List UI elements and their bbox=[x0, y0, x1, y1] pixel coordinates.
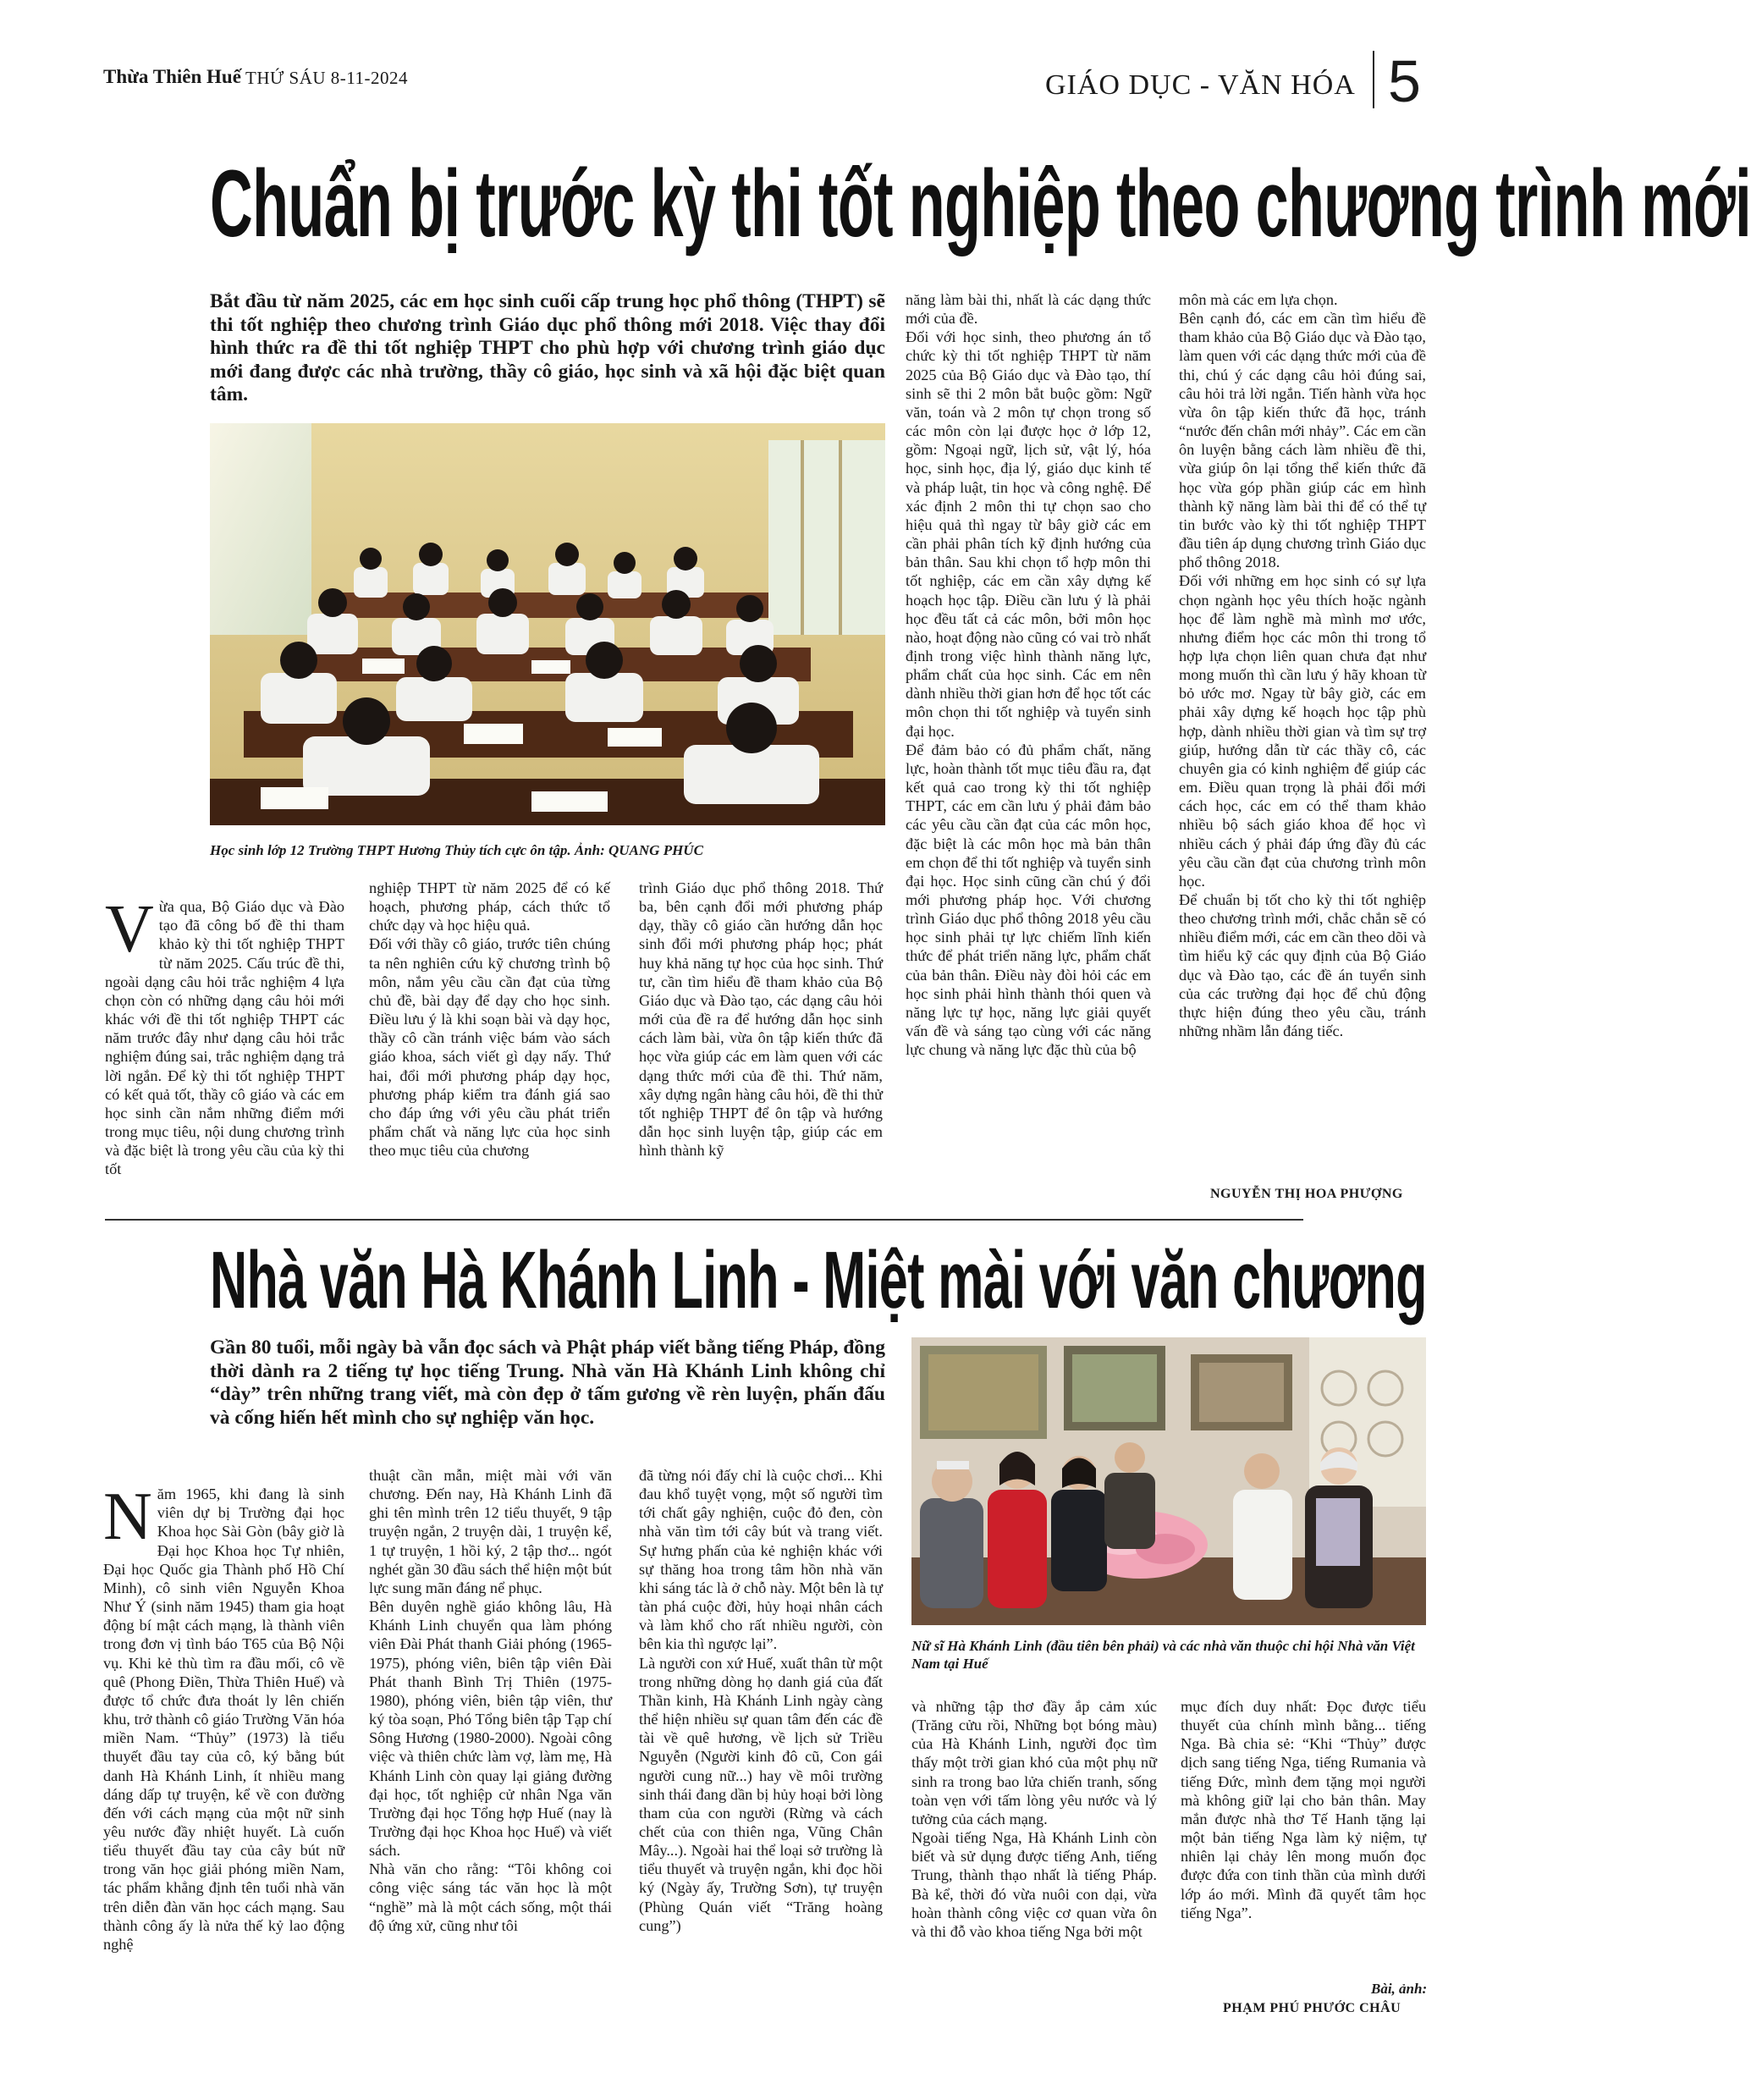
newspaper-name: Thừa Thiên Huế bbox=[103, 66, 241, 87]
article2-dropcap: N bbox=[103, 1480, 152, 1555]
article2-lead: Gần 80 tuổi, mỗi ngày bà vẫn đọc sách và Phật pháp viết bằng tiếng Pháp, đồng thời dành ra 2 tiếng tự học tiếng Trung. Nhà văn Hà Khánh Linh không chỉ “dày” trên những trang viết, mà còn đẹp ở tấm gương về rèn luyện, phấn đấu và cống hiến hết mình cho sự nghiệp văn học. bbox=[210, 1337, 885, 1429]
article1-headline: Chuẩn bị trước kỳ thi tốt nghiệp theo chương trình mới bbox=[210, 151, 1751, 256]
article1-dropcap: V bbox=[105, 892, 154, 967]
article2-column-4: và những tập thơ đầy ắp cảm xúc (Trăng cửu rồi, Những bọt bóng màu) của Hà Khánh Linh, người đọc tìm thấy một trời gian khó của một phụ nữ sinh ra trong bao lửa chiến tranh, sống toàn vẹn với tấm lòng yêu nước và lý tưởng của cách mạng. Ngoài tiếng Nga, Hà Khánh Linh còn biết và sử dụng được tiếng Anh, tiếng Trung, thành thạo nhất là tiếng Pháp. Bà kể, thời đó vừa nuôi con dại, vừa hoàn thành công việc cơ quan vừa ôn và thi đỗ vào khoa tiếng Nga bởi một bbox=[911, 1698, 1157, 1940]
article2-photo-caption: Nữ sĩ Hà Khánh Linh (đầu tiên bên phải) và các nhà văn thuộc chi hội Nhà văn Việt Nam tại Huế bbox=[911, 1638, 1415, 1672]
article2-column-1 bbox=[103, 1466, 344, 2020]
article2-author: PHẠM PHÚ PHƯỚC CHÂU bbox=[1223, 2001, 1401, 2015]
article1-col1-text: ừa qua, Bộ Giáo dục và Đào tạo đã công bố đề thi tham khảo kỳ thi tốt nghiệp THPT từ năm 2025. Cấu trúc đề thi, ngoài dạng câu hỏi trắc nghiệm 4 lựa chọn còn có những dạng câu hỏi mới khác với đề thi tốt nghiệp THPT các năm trước đây như dạng câu hỏi trắc nghiệm đúng sai, trắc nghiệm dạng trả lời ngắn. Để kỳ thi tốt nghiệp THPT có kết quả tốt, thầy cô giáo và các em học sinh cần nắm những điểm mới trong mục tiêu, nội dung chương trình và đặc biệt là trong yêu cầu của kỳ thi tốt bbox=[105, 898, 344, 1178]
article2-col1-text: ăm 1965, khi đang là sinh viên dự bị Trường đại học Khoa học Sài Gòn (bây giờ là Đại học Khoa học Tự nhiên, Đại học Quốc gia Thành phố Hồ Chí Minh), cô sinh viên Nguyễn Khoa Như Ý (sinh năm 1945) tham gia hoạt động bí mật cách mạng, là thành viên trong đơn vị tình báo T65 của Bộ Nội vụ. Khi kẻ thù tìm ra đầu mối, cô về quê (Phong Điền, Thừa Thiên Huế) và được tổ chức đưa thoát ly lên chiến khu, trở thành cô giáo Trường Văn hóa miền Nam. “Thủy” (1973) là tiểu thuyết đầu tay của cô, ký bằng bút danh Hà Khánh Linh, ít nhiều mang dáng dấp tự truyện, kể về con đường đến với cách mạng của một nữ sinh yêu nước đầy nhiệt huyết. Là cuốn tiểu thuyết đầu tay của cây bút nữ trong văn học giải phóng miền Nam, tác phẩm khẳng định tên tuổi nhà văn trên diễn đàn văn học cách mạng. Sau thành công ấy là nửa thế kỷ lao động nghệ bbox=[103, 1485, 344, 1953]
section-title: GIÁO DỤC - VĂN HÓA bbox=[1045, 69, 1356, 101]
article2-headline: Nhà văn Hà Khánh Linh - Miệt mài với văn chương bbox=[210, 1235, 1427, 1326]
article-divider bbox=[105, 1219, 1303, 1221]
writers-group-photo bbox=[911, 1337, 1426, 1625]
article1-column-4: năng làm bài thi, nhất là các dạng thức mới của đề. Đối với học sinh, theo phương án tổ chức kỳ thi tốt nghiệp THPT từ năm 2025 của Bộ Giáo dục và Đào tạo, thí sinh sẽ thi 2 môn bắt buộc gồm: Ngữ văn, toán và 2 môn tự chọn trong số các môn còn lại được học ở lớp 12, gồm: Ngoại ngữ, lịch sử, vật lý, hóa học, sinh học, địa lý, giáo dục kinh tế và pháp luật, tin học và công nghệ. Để xác định 2 môn thi tự chọn sao cho hiệu quả thì ngay từ bây giờ các em cần phải phân tích kỹ định hướng của bản thân. Sau khi chọn tổ hợp môn thi tốt nghiệp, các em cần xây dựng kế hoạch học tập. Điều cần lưu ý là phải học đều tất cả các môn, bởi môn học nào, hoạt động nào cũng có vai trò nhất định trong việc hình thành năng lực, phẩm chất của học sinh. Các em nên dành nhiều thời gian hơn để học tốt các môn chọn thi tốt nghiệp và tuyển sinh đại học. Để đảm bảo có đủ phẩm chất, năng lực, hoàn thành tốt mục tiêu đầu ra, đạt kết quả cao trong kỳ thi tốt nghiệp THPT, các em cần lưu ý phải đảm bảo các yêu cầu cần đạt của các môn học, đặc biệt là các môn học mà bản thân em chọn để thi tốt nghiệp và tuyển sinh đại học. Học sinh cũng cần chú ý đổi mới phương pháp học. Với chương trình Giáo dục phổ thông 2018 yêu cầu học sinh phải tự lực chiếm lĩnh kiến thức để phát triển năng lực, phẩm chất của bản thân. Điều này đòi hỏi các em học sinh phải hình thành thói quen và năng lực tự học, năng lực giải quyết vấn đề và sáng tạo cùng với các năng lực chung và năng lực đặc thù của bộ bbox=[906, 291, 1151, 1059]
page-number: 5 bbox=[1388, 48, 1421, 114]
article2-author-prefix: Bài, ảnh: bbox=[1371, 1981, 1428, 1997]
article1-column-1 bbox=[105, 879, 344, 1200]
article1-photo-caption: Học sinh lớp 12 Trường THPT Hương Thủy tích cực ôn tập. Ảnh: QUANG PHÚC bbox=[210, 842, 703, 858]
classroom-photo bbox=[210, 423, 885, 825]
article1-author: NGUYỄN THỊ HOA PHƯỢNG bbox=[1210, 1187, 1403, 1201]
header-divider bbox=[1373, 51, 1374, 108]
article1-column-2: nghiệp THPT từ năm 2025 để có kế hoạch, phương pháp, cách thức tổ chức dạy và học hiệu quả. Đối với thầy cô giáo, trước tiên chúng ta nên nghiên cứu kỹ chương trình bộ môn, nắm yêu cầu cần đạt của từng chủ đề, bài dạy để dạy cho học sinh. Điều lưu ý là khi soạn bài và dạy học, thầy cô cần tránh việc bám vào sách giáo khoa, sách viết gì dạy nấy. Thứ hai, đổi mới phương pháp dạy học, phương pháp kiểm tra đánh giá sao cho đáp ứng với yêu cầu phát triển phẩm chất và năng lực của học sinh theo mục tiêu của chương bbox=[369, 879, 610, 1160]
article2-column-2: thuật cần mẫn, miệt mài với văn chương. Đến nay, Hà Khánh Linh đã ghi tên mình trên 12 tiểu thuyết, 9 tập truyện ngắn, 2 truyện dài, 1 truyện kể, 1 tự truyện, 1 hồi ký, 2 tập thơ... ngót nghét gần 30 đầu sách thể hiện một bút lực sung mãn đáng nể phục. Bên duyên nghề giáo không lâu, Hà Khánh Linh chuyển qua làm phóng viên Đài Phát thanh Giải phóng (1965-1975), phóng viên, biên tập viên Đài Phát thanh Bình Trị Thiên (1975-1980), phóng viên, biên tập viên, thư ký tòa soạn, Phó Tổng biên tập Tạp chí Sông Hương (1980-2000). Ngoài công việc và thiên chức làm vợ, làm mẹ, Hà Khánh Linh còn quay lại giảng đường đại học, tốt nghiệp cử nhân Nga văn Trường đại học Tổng hợp Huế (nay là Trường đại học Khoa học Huế) và viết sách. Nhà văn cho rằng: “Tôi không coi công việc sáng tác văn học là một “nghề” mà là một cách sống, một thái độ ứng xử, cũng như tôi bbox=[369, 1467, 612, 1934]
article2-column-3: đã từng nói đấy chỉ là cuộc chơi... Khi đau khổ tuyệt vọng, một số người tìm tới chất gây nghiện, cuộc đỏ đen, còn nhà văn tìm tới cây bút và trang viết. Sự hưng phấn của kẻ nghiện khác với sự thăng hoa trong tâm hồn nhà văn khi sáng tác là ở chỗ này. Một bên là tự tàn phá cuộc đời, hủy hoại nhân cách và làm khổ cho rất nhiều người, còn bên kia thì ngược lại”. Là người con xứ Huế, xuất thân từ một trong những dòng họ danh giá của đất Thần kinh, Hà Khánh Linh ngày càng thể hiện nhiều sự quan tâm đến các đề tài về quê hương, về lịch sử Triều Nguyễn (Người kinh đô cũ, Con gái người cung nữ...) hay về môi trường sinh thái đang dần bị hủy hoại bởi lòng tham của con người (Rừng và cách chết của con thiên nga, Vũng Chân Mây...). Ngoài hai thể loại sở trường là tiểu thuyết và truyện ngắn, khi đọc hồi ký (Ngày ấy, Trường Sơn), tự truyện (Phùng Quán viết “Trăng hoàng cung”) bbox=[639, 1467, 883, 1934]
article1-column-3: trình Giáo dục phổ thông 2018. Thứ ba, bên cạnh đổi mới phương pháp dạy, thầy cô giáo cần hướng dẫn học sinh đổi mới phương pháp học; phát huy khả năng tự học của học sinh. Thứ tư, cần tìm hiểu đề tham khảo của Bộ Giáo dục và Đào tạo, các dạng câu hỏi mới của đề ra để hướng dẫn học sinh cách làm bài, vừa ôn tập kiến thức đã học vừa giúp các em làm quen với các dạng thức mới của đề thi. Thứ năm, xây dựng ngân hàng câu hỏi, đề thi thử tốt nghiệp THPT để ôn tập và hướng dẫn học sinh luyện tập, giúp các em hình thành kỹ bbox=[639, 879, 883, 1160]
issue-date: THỨ SÁU 8-11-2024 bbox=[245, 68, 409, 88]
article1-column-5: môn mà các em lựa chọn. Bên cạnh đó, các em cần tìm hiểu đề tham khảo của Bộ Giáo dục và Đào tạo, làm quen với các dạng thức mới của đề thi, chú ý các dạng câu hỏi đúng sai, câu hỏi trả lời ngắn. Tiến hành vừa học vừa ôn tập kiến thức đã học, tránh “nước đến chân mới nhảy”. Các em cần ôn luyện bằng cách làm nhiều đề thi, vừa giúp ôn lại tổng thể kiến thức đã học vừa góp phần giúp các em hình thành kỹ năng làm bài thi để có thể tự tin bước vào kỳ thi tốt nghiệp THPT đầu tiên áp dụng chương trình Giáo dục phổ thông 2018. Đối với những em học sinh có sự lựa chọn ngành học yêu thích hoặc ngành học để làm nghề mà mình mơ ước, nhưng điểm học các môn thi trong tổ hợp lựa chọn liên quan chưa đạt như mong muốn thì cần lưu ý hãy khoan từ bỏ ước mơ. Ngay từ bây giờ, các em phải xây dựng kế hoạch học tập phù hợp, dành nhiều thời gian và tìm sự trợ giúp, hướng dẫn từ các thầy cô, các chuyên gia có kinh nghiệm để giúp các em. Điều quan trọng là phải đổi mới cách học, các em có thể tham khảo nhiều bộ sách giáo khoa để học vì nhiều cách ý phải đáp ứng đầy đủ các yêu cầu cần đạt của chương trình môn học. Để chuẩn bị tốt cho kỳ thi tốt nghiệp theo chương trình mới, chắc chắn sẽ có nhiều điểm mới, các em cần theo dõi và tìm hiểu kỹ các quy định của Bộ Giáo dục và Đào tạo, các đề án tuyển sinh của các trường đại học để chủ động thực hiện đúng theo yêu cầu, tránh những nhầm lẫn đáng tiếc. bbox=[1179, 291, 1426, 1040]
article1-lead: Bắt đầu từ năm 2025, các em học sinh cuối cấp trung học phổ thông (THPT) sẽ thi tốt nghiệp theo chương trình Giáo dục phổ thông mới 2018. Việc thay đổi hình thức ra đề thi tốt nghiệp THPT cho phù hợp với chương trình giáo dục mới đang được các nhà trường, thầy cô giáo, học sinh và xã hội đặc biệt quan tâm. bbox=[210, 290, 885, 405]
article2-column-5: mục đích duy nhất: Đọc được tiểu thuyết của chính mình bằng... tiếng Nga. Bà chia sẻ: “Khi “Thủy” được dịch sang tiếng Nga, tiếng Rumania và tiếng Đức, mình đem tặng mọi người mà không giữ lại cho bản thân. May mắn được nhà thơ Tế Hanh tặng lại một bản tiếng Nga làm kỷ niệm, tự nhiên lại chảy lên mong muốn đọc được đứa con tinh thần của mình dưới lớp áo mới. Mình đã quyết tâm học tiếng Nga”. bbox=[1181, 1698, 1426, 1921]
